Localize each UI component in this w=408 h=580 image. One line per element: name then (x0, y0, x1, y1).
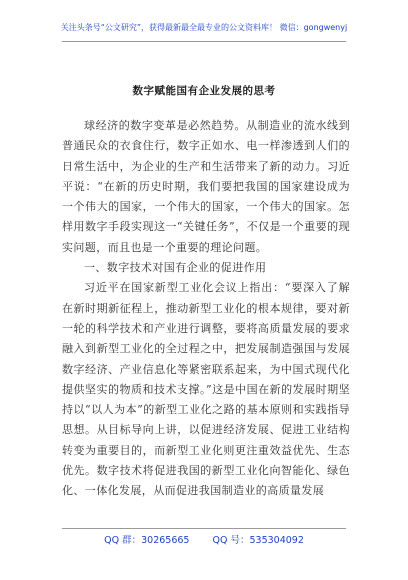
paragraph-intro: 球经济的数字变革是必然趋势。从制造业的流水线到普通民众的衣食住行，数字正如水、电一样渗透到人们的日常生活中，为企业的生产和生活带来了新的动力。习近平说：“在新的历史时期，我们要把我国的国家建设成为一个伟大的国家，一个伟大的国家，一个伟大的国家。怎样用数字手段实现这一“关键任务”，不仅是一个重要的现实问题，而且也是一个重要的理论问题。 (62, 119, 350, 254)
header-promo-text: 关注头条号“公文研究”，获得最新最全最专业的公文资料库！ 微信：gongwenyj (60, 23, 348, 32)
document-body (62, 116, 350, 502)
footer-qq-group: QQ 群：30265665 (104, 535, 190, 546)
paragraph-section-1: 习近平在国家新型工业化会议上指出：“要深入了解在新时期新征程上，推动新型工业化的根本规律，要对新一轮的科学技术和产业进行调整，要将高质量发展的要求融入到新型工业化的全过程之中，把发展制造强国与发展数字经济、产业信息化等紧密联系起来，为中国式现代化提供坚实的物质和技术支撑。”这是中国在新的发展时期坚持以“以人为本”的新型工业化之路的基本原则和实践指导思想。从目标导向上讲，以促进经济发展、促进工业结构转变为重要目的，而新型工业化则更注重效益优先、生态优先。数字技术将促进我国的新型工业化向智能化、绿色化、一体化发展，从而促进我国制造业的高质量发展 (62, 281, 350, 498)
section-heading: 一、数字技术对国有企业的促进作用 (84, 261, 267, 275)
document-title: 数字赋能国有企业发展的思考 (132, 85, 276, 97)
header-divider (62, 41, 346, 42)
footer-qq-number: QQ 号：535304092 (212, 535, 304, 546)
footer-divider (62, 528, 346, 529)
footer-contact (0, 532, 408, 546)
